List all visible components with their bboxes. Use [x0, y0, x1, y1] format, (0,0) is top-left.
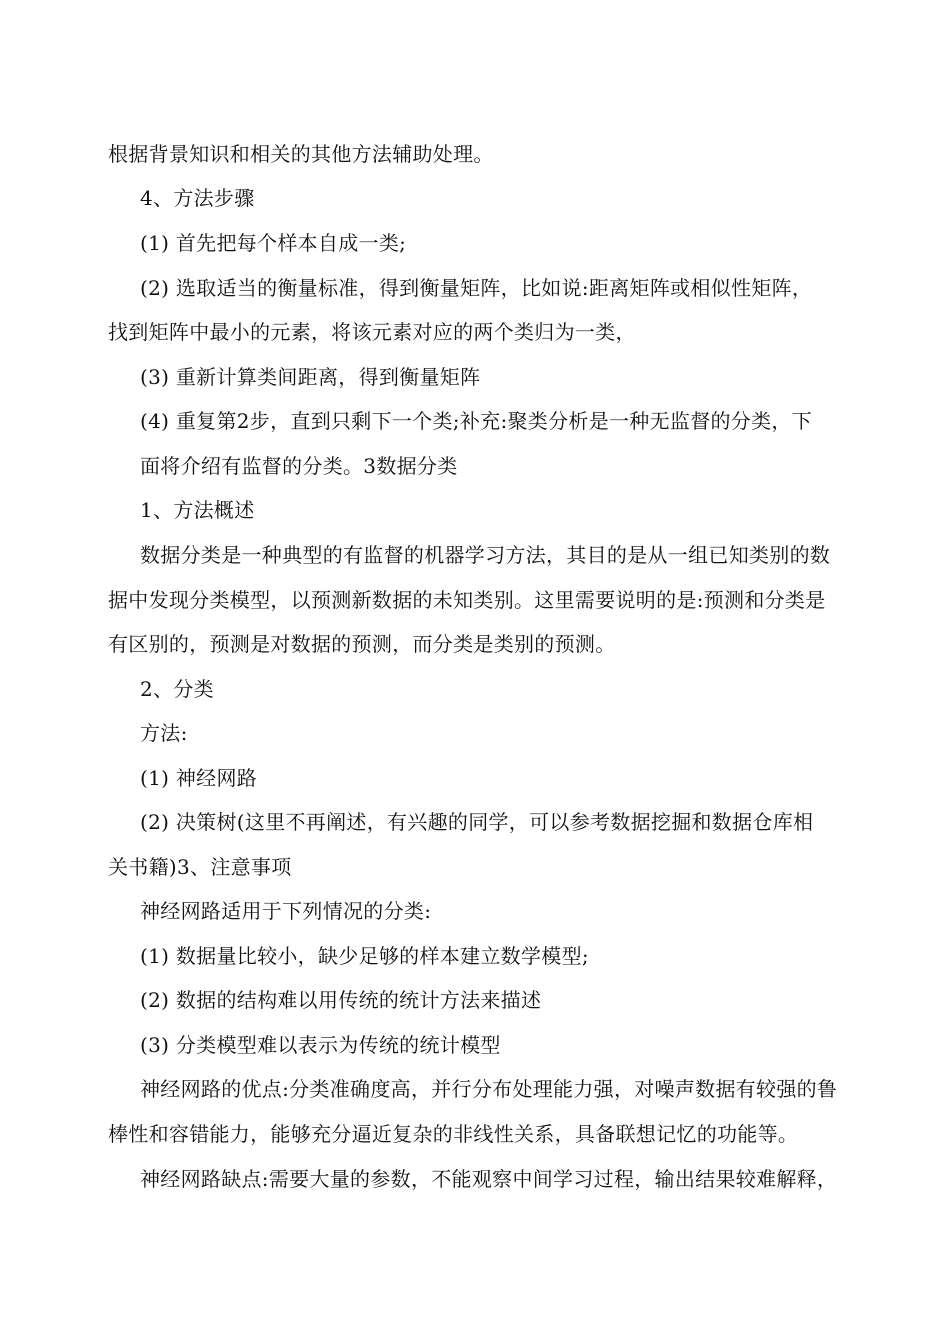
section-heading: 4、方法步骤	[140, 186, 255, 210]
paragraph-line: 据中发现分类模型，以预测新数据的未知类别。这里需要说明的是:预测和分类是	[108, 588, 826, 612]
list-item: (2) 数据的结构难以用传统的统计方法来描述	[140, 988, 542, 1012]
paragraph-line: 数据分类是一种典型的有监督的机器学习方法，其目的是从一组已知类别的数	[140, 543, 831, 567]
list-item: (4) 重复第2步，直到只剩下一个类;补充:聚类分析是一种无监督的分类，下	[140, 409, 812, 433]
paragraph-line: 神经网路适用于下列情况的分类:	[140, 899, 432, 923]
paragraph-line: 有区别的，预测是对数据的预测，而分类是类别的预测。	[108, 632, 616, 656]
list-item: (3) 重新计算类间距离，得到衡量矩阵	[140, 365, 481, 389]
paragraph-line: 找到矩阵中最小的元素，将该元素对应的两个类归为一类，	[108, 320, 636, 344]
paragraph-line: 方法:	[140, 721, 188, 745]
paragraph-line: 根据背景知识和相关的其他方法辅助处理。	[108, 142, 494, 166]
paragraph-line: 面将介绍有监督的分类。3数据分类	[140, 454, 458, 478]
paragraph-line: 棒性和容错能力，能够充分逼近复杂的非线性关系，具备联想记忆的功能等。	[108, 1122, 799, 1146]
paragraph-line: 神经网路的优点:分类准确度高，并行分布处理能力强，对噪声数据有较强的鲁	[140, 1077, 838, 1101]
list-item: (1) 首先把每个样本自成一类;	[140, 231, 407, 255]
paragraph-line: 神经网路缺点:需要大量的参数，不能观察中间学习过程，输出结果较难解释，	[140, 1167, 838, 1191]
list-item: (1) 神经网路	[140, 766, 258, 790]
section-heading: 1、方法概述	[140, 498, 255, 522]
list-item: (2) 选取适当的衡量标准，得到衡量矩阵，比如说:距离矩阵或相似性矩阵，	[140, 276, 813, 300]
list-item: (2) 决策树(这里不再阐述，有兴趣的同学，可以参考数据挖掘和数据仓库相	[140, 810, 814, 834]
list-item: (1) 数据量比较小，缺少足够的样本建立数学模型;	[140, 944, 589, 968]
paragraph-line: 关书籍)3、注意事项	[108, 855, 292, 879]
list-item: (3) 分类模型难以表示为传统的统计模型	[140, 1033, 501, 1057]
section-heading: 2、分类	[140, 677, 214, 701]
